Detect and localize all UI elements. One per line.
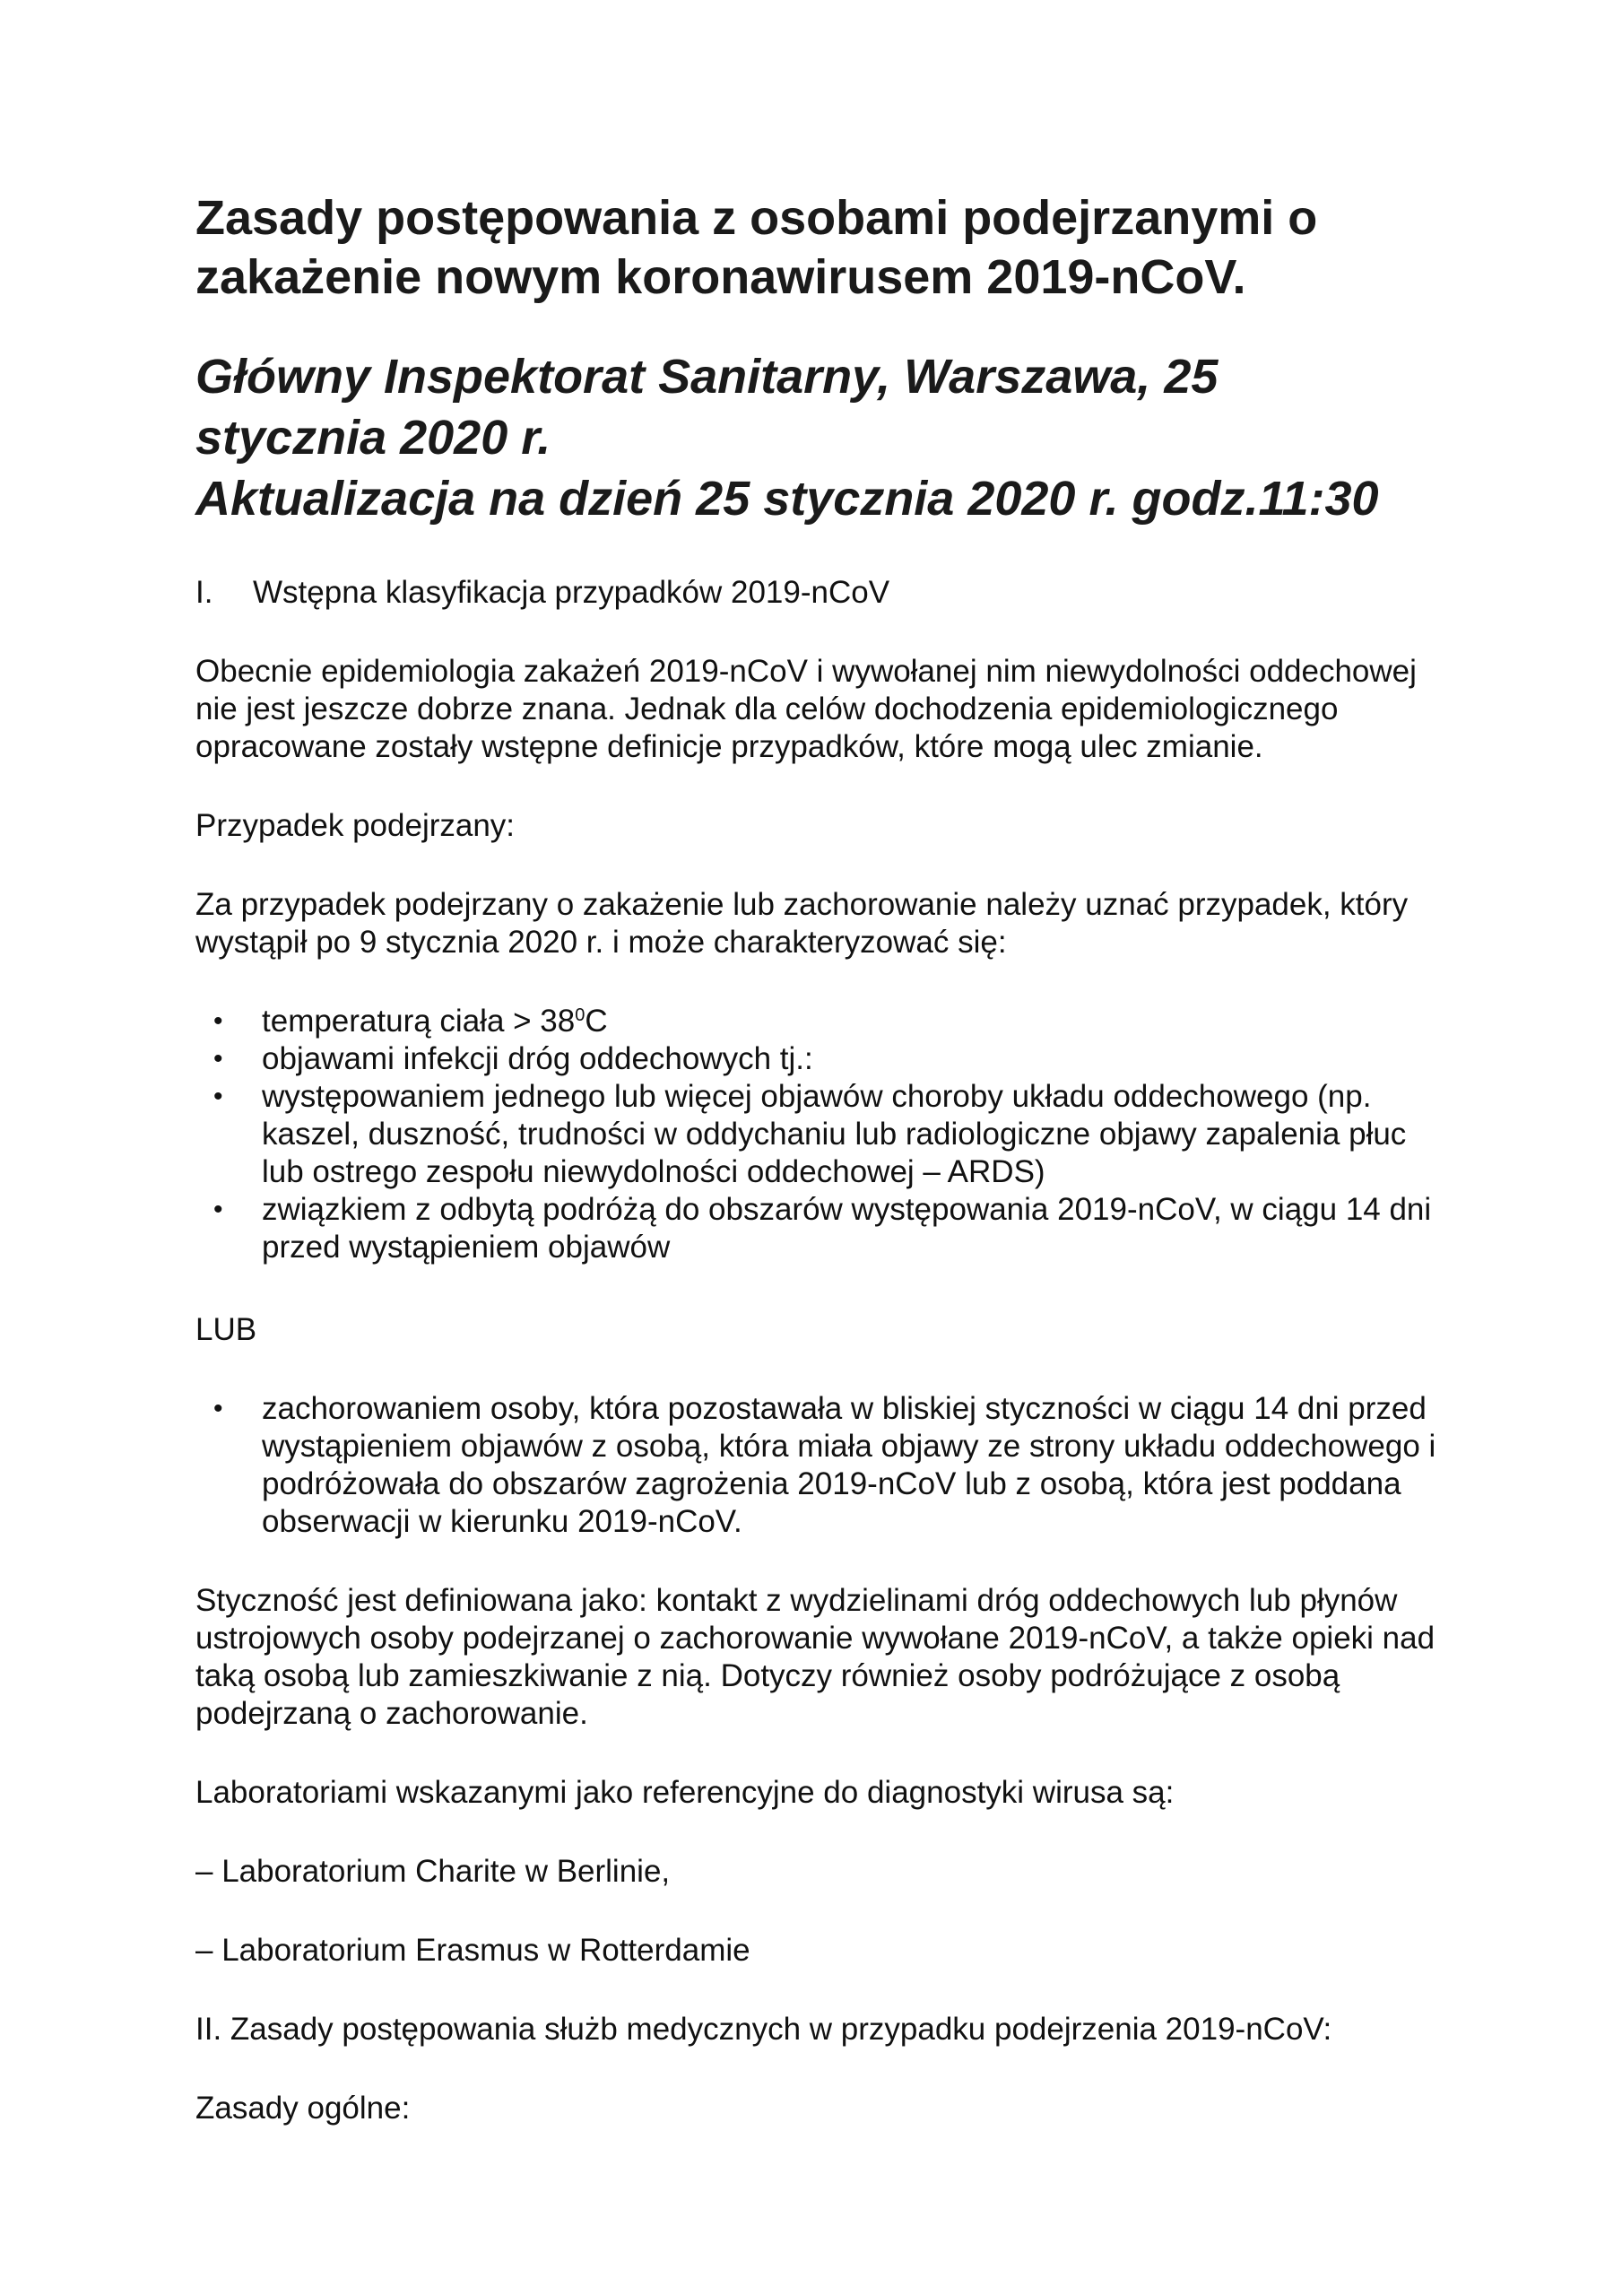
or-label: LUB — [195, 1312, 257, 1347]
document-page — [195, 188, 1451, 2127]
general-rules-label: Zasady ogólne: — [195, 2091, 411, 2126]
lab-item-erasmus: – Laboratorium Erasmus w Rotterdamie — [195, 1933, 750, 1968]
bullet-icon: • — [213, 1394, 223, 1423]
bullet-icon: • — [213, 1044, 223, 1074]
subtitle-line-3: Aktualizacja na dzień 25 stycznia 2020 r. godz.11:30 — [195, 472, 1379, 526]
section-two-heading: II. Zasady postępowania służb medycznych w przypadku podejrzenia 2019-nCoV: — [195, 2012, 1332, 2047]
contact-definition: Styczność jest definiowana jako: kontakt z wydzielinami dróg oddechowych lub płynów ustrojowych osoby podejrzanej o zachorowanie wywołane 2019-nCoV, a także opieki nad taką osobą lub zamieszkiwanie z nią. Dotyczy również osoby podróżujące z osobą podejrzaną o zachorowanie. — [195, 1583, 1436, 1731]
list-item — [195, 1390, 1451, 1541]
degree-superscript: 0 — [575, 1005, 585, 1025]
document-title: Zasady postępowania z osobami podejrzanymi o zakażenie nowym koronawirusem 2019-nCoV. — [195, 191, 1318, 304]
list-item — [195, 1078, 1451, 1191]
bullet-icon: • — [213, 1006, 223, 1036]
labs-intro: Laboratoriami wskazanymi jako referencyjne do diagnostyki wirusa są: — [195, 1775, 1175, 1810]
list-item — [195, 1191, 1451, 1266]
document-subtitle — [195, 346, 1451, 529]
criteria-list — [195, 1003, 1451, 1266]
list-item — [195, 1040, 1451, 1078]
subtitle-line-2: stycznia 2020 r. — [195, 411, 551, 465]
criteria-item-3: występowaniem jednego lub więcej objawów choroby układu oddechowego (np. kaszel, duszność, trudności w oddychaniu lub radiologiczne objawy zapalenia płuc lub ostrego zespołu niewydolności oddechowej – ARDS) — [262, 1079, 1407, 1189]
criteria-item-4: związkiem z odbytą podróżą do obszarów występowania 2019-nCoV, w ciągu 14 dni przed wystąpieniem objawów — [262, 1192, 1432, 1265]
bullet-icon: • — [213, 1082, 223, 1111]
temperature-text: temperaturą ciała > 38 — [262, 1004, 576, 1039]
bullet-icon: • — [213, 1195, 223, 1224]
intro-paragraph: Obecnie epidemiologia zakażeń 2019-nCoV i wywołanej nim niewydolności oddechowej nie jest jeszcze dobrze znana. Jednak dla celów dochodzenia epidemiologicznego opracowane zostały wstępne definicje przypadków, które mogą ulec zmianie. — [195, 654, 1417, 764]
list-item — [195, 1003, 1451, 1040]
criteria-item-2: objawami infekcji dróg oddechowych tj.: — [262, 1041, 813, 1076]
suspected-case-label: Przypadek podejrzany: — [195, 808, 516, 843]
lab-item-charite: – Laboratorium Charite w Berlinie, — [195, 1854, 671, 1889]
temperature-unit: C — [585, 1004, 608, 1039]
section-one-title: Wstępna klasyfikacja przypadków 2019-nCoV — [253, 575, 890, 610]
section-one-heading — [195, 574, 1451, 612]
criteria2-item-1: zachorowaniem osoby, która pozostawała w bliskiej styczności w ciągu 14 dni przed wystąpieniem objawów z osobą, która miała objawy ze strony układu oddechowego i podróżowała do obszarów zagrożenia 2019-nCoV lub z osobą, która jest poddana obserwacji w kierunku 2019-nCoV. — [262, 1391, 1436, 1539]
suspected-case-definition: Za przypadek podejrzany o zakażenie lub zachorowanie należy uznać przypadek, który wystąpił po 9 stycznia 2020 r. i może charakteryzować się: — [195, 887, 1409, 960]
subtitle-line-1: Główny Inspektorat Sanitarny, Warszawa, 25 — [195, 350, 1219, 404]
criteria-list-2 — [195, 1390, 1451, 1541]
section-one-number: I. — [195, 575, 213, 610]
